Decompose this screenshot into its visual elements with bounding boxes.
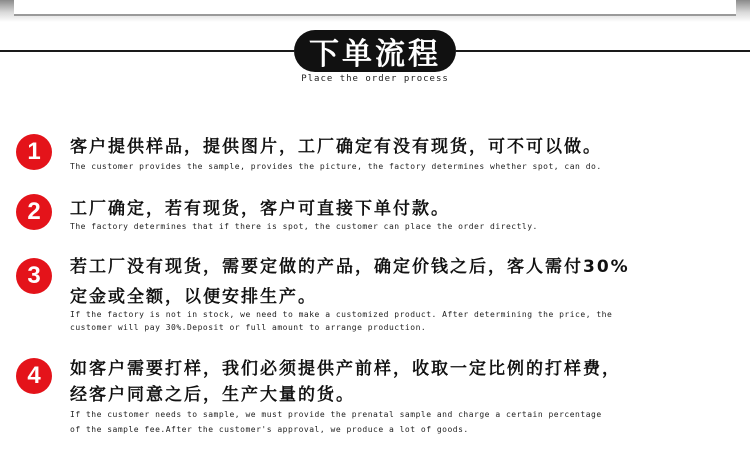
header-divider-left bbox=[0, 50, 294, 52]
step-number-badge: 4 bbox=[16, 358, 52, 394]
step-2-chinese-text: 工厂确定，若有现货，客户可直接下单付款。 bbox=[70, 199, 450, 219]
step-4-english-text-line-2: of the sample fee.After the customer's approval, we produce a lot of goods. bbox=[70, 425, 469, 434]
step-1-chinese-text: 客户提供样品，提供图片，工厂确定有没有现货，可不可以做。 bbox=[70, 137, 602, 157]
step-3-english-text-line-2: customer will pay 30%.Deposit or full amount to arrange production. bbox=[70, 323, 427, 332]
step-4-chinese-text-line-1: 如客户需要打样，我们必须提供产前样，收取一定比例的打样费， bbox=[70, 359, 621, 379]
step-3-english-text-line-1: If the factory is not in stock, we need to make a customized product. After determining the price, the bbox=[70, 310, 613, 319]
page-title-pill bbox=[294, 30, 456, 72]
top-frame-inner bbox=[14, 0, 736, 16]
page-title: 下单流程 bbox=[309, 37, 441, 72]
step-number-badge: 2 bbox=[16, 194, 52, 230]
step-number-badge: 3 bbox=[16, 258, 52, 294]
step-1-english-text: The customer provides the sample, provides the picture, the factory determines whether spot, can do. bbox=[70, 162, 602, 171]
step-4-chinese-text-line-2: 经客户同意之后，生产大量的货。 bbox=[70, 385, 355, 405]
step-4-english-text-line-1: If the customer needs to sample, we must provide the prenatal sample and charge a certain percentage bbox=[70, 410, 602, 419]
step-2-english-text: The factory determines that if there is spot, the customer can place the order directly. bbox=[70, 222, 538, 231]
page-subtitle: Place the order process bbox=[301, 74, 449, 84]
step-3-chinese-text-line-2: 定金或全额，以便安排生产。 bbox=[70, 287, 317, 307]
top-frame-band bbox=[0, 0, 750, 22]
header-divider-right bbox=[456, 50, 750, 52]
step-number-badge: 1 bbox=[16, 134, 52, 170]
step-3-chinese-text-line-1: 若工厂没有现货，需要定做的产品，确定价钱之后，客人需付30% bbox=[70, 257, 630, 277]
